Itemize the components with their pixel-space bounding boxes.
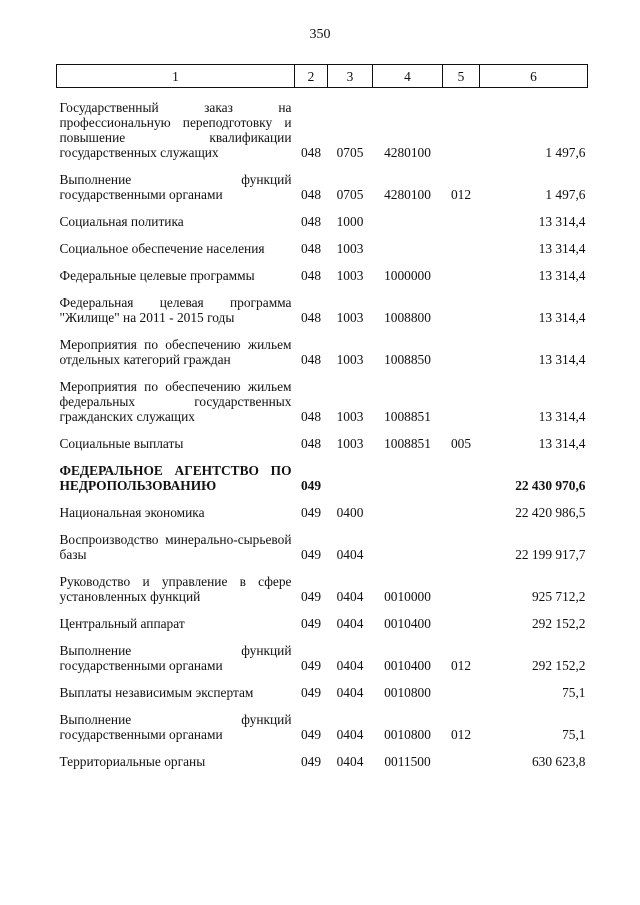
- row-expense-type-code: [443, 295, 480, 337]
- row-ministry-code: 049: [300, 547, 322, 562]
- row-section-code: 1000: [336, 214, 364, 229]
- table-row: [57, 685, 588, 712]
- header-cell-section: 3: [328, 65, 373, 88]
- row-expense-type-code: [443, 337, 480, 379]
- row-amount: 1 497,6: [545, 145, 586, 160]
- row-target-code: 0010400: [384, 658, 431, 673]
- row-expense-type-code: [443, 505, 480, 532]
- table-row: [57, 463, 588, 505]
- row-amount: 925 712,2: [531, 589, 586, 604]
- row-name: Государственный заказ на профессиональную переподготовку и повышение квалификации государственных служащих: [59, 100, 292, 160]
- row-section-code: 0404: [336, 547, 364, 562]
- row-section-code: 0404: [336, 589, 364, 604]
- row-section-code: 1003: [336, 268, 364, 283]
- table-row: [57, 337, 588, 379]
- row-ministry-code: 048: [300, 436, 322, 451]
- table-row: [57, 532, 588, 574]
- row-target-code: 0010800: [384, 727, 431, 742]
- row-name: Федеральные целевые программы: [59, 268, 255, 283]
- row-expense-type-code: 012: [450, 658, 472, 673]
- row-expense-type-code: [443, 241, 480, 268]
- row-target-code: [373, 241, 443, 268]
- row-ministry-code: 048: [300, 268, 322, 283]
- row-amount: 13 314,4: [538, 352, 586, 367]
- row-amount: 22 430 970,6: [515, 478, 586, 493]
- row-name: Социальные выплаты: [59, 436, 184, 451]
- table-header: [57, 65, 588, 88]
- row-name: ФЕДЕРАЛЬНОЕ АГЕНТСТВО ПО НЕДРОПОЛЬЗОВАНИЮ: [59, 463, 292, 493]
- row-name: Выполнение функций государственными органами: [59, 172, 292, 202]
- row-target-code: 0010800: [384, 685, 431, 700]
- table-row: [57, 379, 588, 436]
- row-target-code: 0010400: [384, 616, 431, 631]
- row-ministry-code: 048: [300, 241, 322, 256]
- row-target-code: 0010000: [384, 589, 431, 604]
- row-section-code: 0404: [336, 727, 364, 742]
- row-target-code: 0011500: [384, 754, 431, 769]
- row-name: Территориальные органы: [59, 754, 206, 769]
- row-name: Воспроизводство минерально-сырьевой базы: [59, 532, 292, 562]
- row-expense-type-code: [443, 616, 480, 643]
- row-section-code: 1003: [336, 409, 364, 424]
- row-name: Руководство и управление в сфере установленных функций: [59, 574, 292, 604]
- row-section-code: 0404: [336, 658, 364, 673]
- row-ministry-code: 049: [300, 685, 322, 700]
- row-name: Социальная политика: [59, 214, 184, 229]
- header-row: [57, 65, 588, 88]
- row-section-code: 0404: [336, 616, 364, 631]
- row-name: Социальное обеспечение населения: [59, 241, 265, 256]
- row-section-code: [328, 463, 373, 505]
- table-row: [57, 268, 588, 295]
- row-ministry-code: 049: [300, 727, 322, 742]
- row-target-code: 1008800: [384, 310, 431, 325]
- row-amount: 22 199 917,7: [515, 547, 586, 562]
- row-section-code: 1003: [336, 241, 364, 256]
- header-cell-target: 4: [373, 65, 443, 88]
- row-ministry-code: 049: [300, 616, 322, 631]
- page-number: 350: [309, 27, 331, 42]
- table-row: [57, 616, 588, 643]
- row-ministry-code: 048: [300, 145, 322, 160]
- row-ministry-code: 049: [300, 589, 322, 604]
- row-amount: 13 314,4: [538, 409, 586, 424]
- row-ministry-code: 048: [300, 409, 322, 424]
- row-expense-type-code: [443, 379, 480, 436]
- row-name: Федеральная целевая программа "Жилище" на 2011 - 2015 годы: [59, 295, 292, 325]
- row-expense-type-code: [443, 88, 480, 173]
- row-ministry-code: 049: [300, 478, 322, 493]
- row-amount: 13 314,4: [538, 310, 586, 325]
- row-ministry-code: 048: [300, 310, 322, 325]
- row-expense-type-code: [443, 214, 480, 241]
- header-cell-amount: 6: [480, 65, 588, 88]
- table-row: [57, 754, 588, 781]
- table-row: [57, 241, 588, 268]
- table-body: [57, 88, 588, 782]
- row-name: Выплаты независимым экспертам: [59, 685, 254, 700]
- row-section-code: 0404: [336, 685, 364, 700]
- row-expense-type-code: 012: [450, 727, 472, 742]
- row-amount: 292 152,2: [531, 658, 586, 673]
- row-ministry-code: 049: [300, 505, 322, 520]
- row-section-code: 0404: [336, 754, 364, 769]
- header-cell-expense-type: 5: [443, 65, 480, 88]
- row-name: Мероприятия по обеспечению жильем федеральных государственных гражданских служащих: [59, 379, 292, 424]
- row-section-code: 1003: [336, 352, 364, 367]
- row-amount: 13 314,4: [538, 241, 586, 256]
- row-ministry-code: 048: [300, 352, 322, 367]
- row-ministry-code: 049: [300, 658, 322, 673]
- row-amount: 13 314,4: [538, 268, 586, 283]
- row-expense-type-code: 012: [450, 187, 472, 202]
- row-expense-type-code: [443, 463, 480, 505]
- row-ministry-code: 048: [300, 214, 322, 229]
- budget-table: [56, 64, 588, 781]
- row-name: Выполнение функций государственными органами: [59, 643, 292, 673]
- row-ministry-code: 049: [300, 754, 322, 769]
- row-name: Центральный аппарат: [59, 616, 185, 631]
- row-expense-type-code: 005: [450, 436, 472, 451]
- row-ministry-code: 048: [300, 187, 322, 202]
- table-row: [57, 214, 588, 241]
- row-section-code: 0705: [336, 187, 364, 202]
- row-name: Мероприятия по обеспечению жильем отдельных категорий граждан: [59, 337, 292, 367]
- header-cell-ministry: 2: [295, 65, 328, 88]
- row-target-code: [373, 214, 443, 241]
- row-amount: 75,1: [562, 727, 586, 742]
- row-target-code: [373, 532, 443, 574]
- row-target-code: 4280100: [384, 145, 431, 160]
- row-expense-type-code: [443, 685, 480, 712]
- table-row: [57, 505, 588, 532]
- row-amount: 22 420 986,5: [515, 505, 586, 520]
- row-amount: 13 314,4: [538, 214, 586, 229]
- row-target-code: 4280100: [384, 187, 431, 202]
- table-row: [57, 643, 588, 685]
- row-expense-type-code: [443, 574, 480, 616]
- table-row: [57, 172, 588, 214]
- table-row: [57, 712, 588, 754]
- row-amount: 292 152,2: [531, 616, 586, 631]
- header-cell-name: 1: [57, 65, 295, 88]
- row-amount: 75,1: [562, 685, 586, 700]
- table-row: [57, 574, 588, 616]
- row-target-code: 1008851: [384, 436, 431, 451]
- table-row: [57, 88, 588, 173]
- row-expense-type-code: [443, 268, 480, 295]
- row-target-code: 1008850: [384, 352, 431, 367]
- row-expense-type-code: [443, 532, 480, 574]
- row-target-code: [373, 463, 443, 505]
- row-name: Выполнение функций государственными органами: [59, 712, 292, 742]
- table-row: [57, 436, 588, 463]
- row-target-code: 1008851: [384, 409, 431, 424]
- row-target-code: [373, 505, 443, 532]
- row-amount: 13 314,4: [538, 436, 586, 451]
- row-amount: 630 623,8: [531, 754, 586, 769]
- row-section-code: 0400: [336, 505, 364, 520]
- table-row: [57, 295, 588, 337]
- row-section-code: 1003: [336, 310, 364, 325]
- row-target-code: 1000000: [384, 268, 431, 283]
- row-expense-type-code: [443, 754, 480, 781]
- row-section-code: 0705: [336, 145, 364, 160]
- row-name: Национальная экономика: [59, 505, 205, 520]
- row-section-code: 1003: [336, 436, 364, 451]
- row-amount: 1 497,6: [545, 187, 586, 202]
